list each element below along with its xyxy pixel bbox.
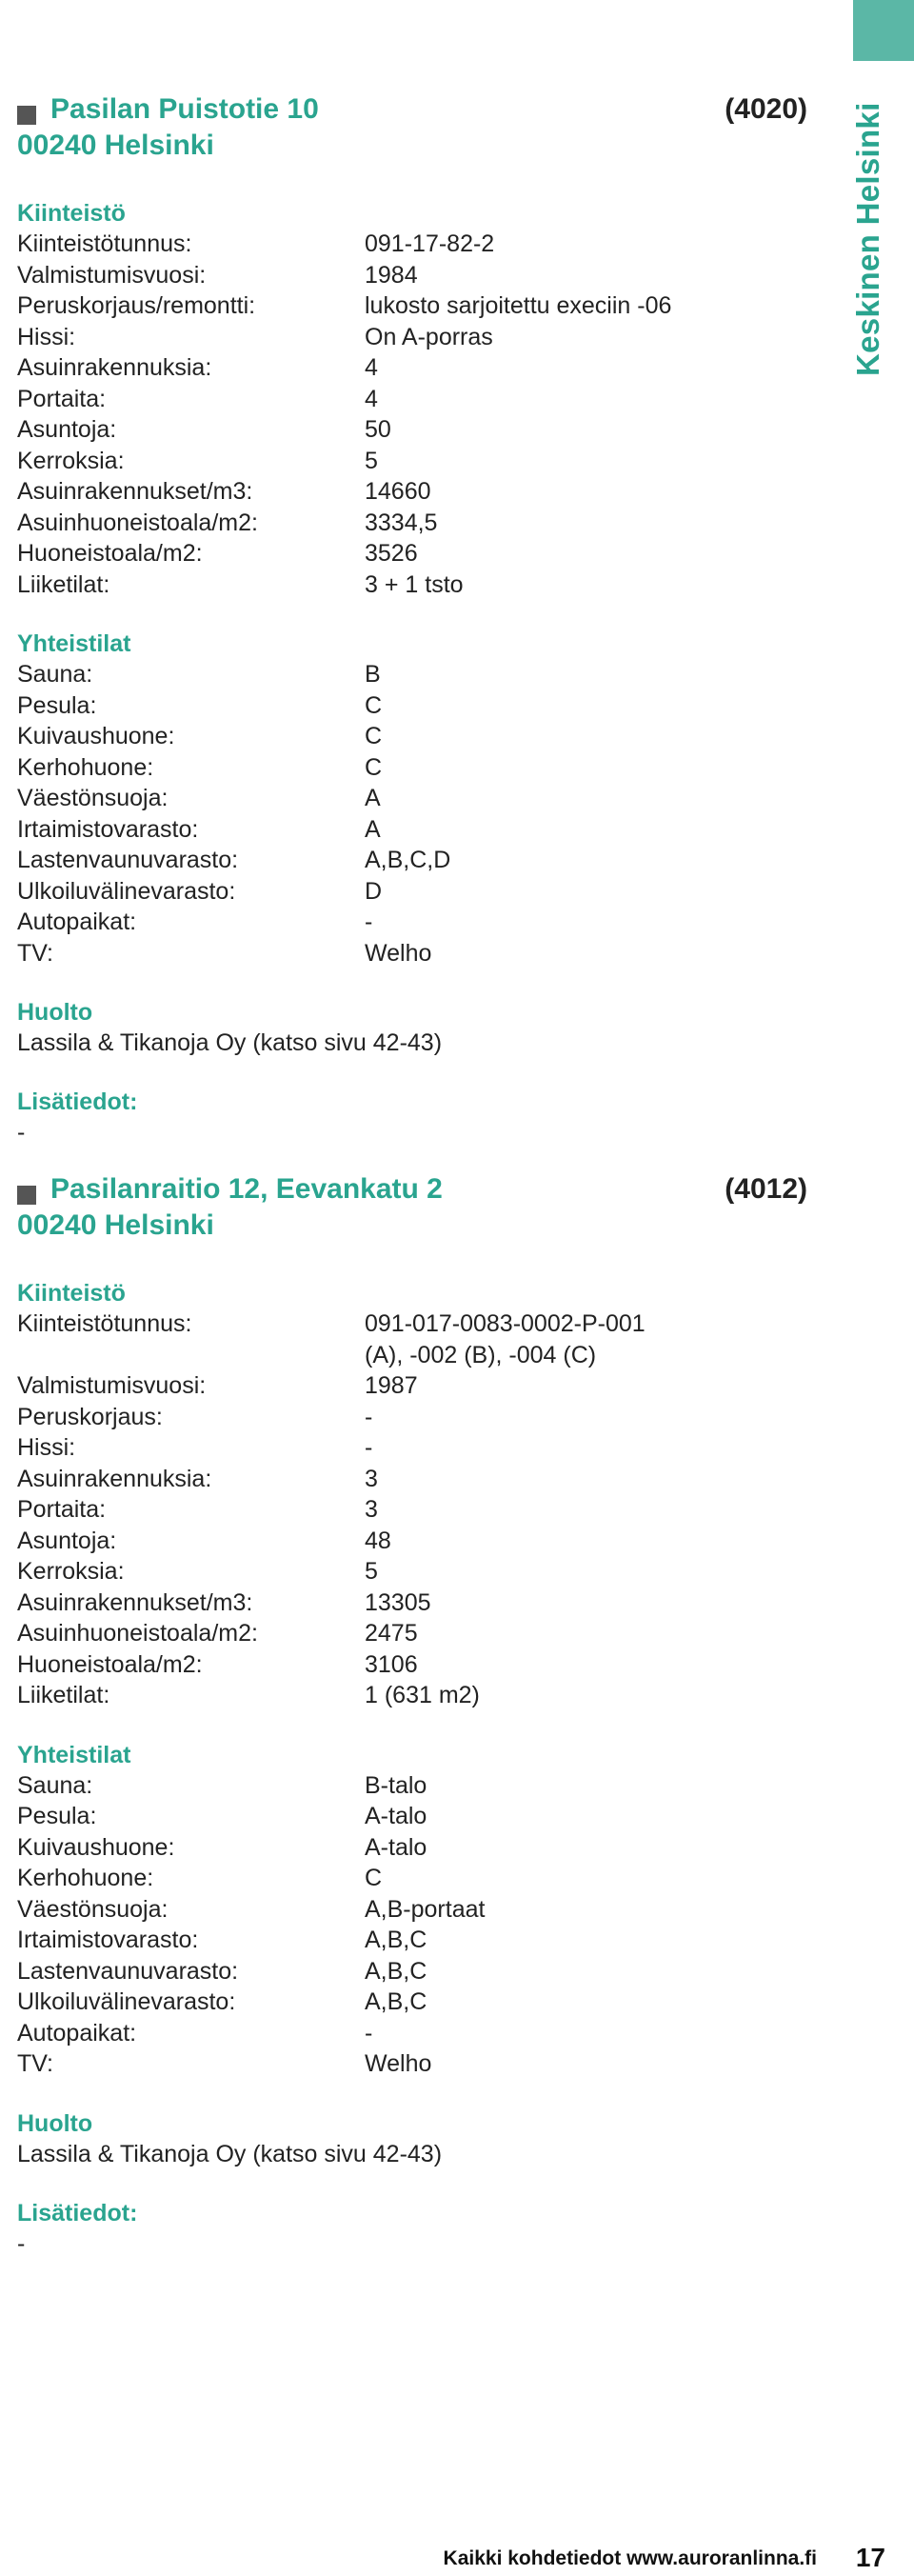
row-value: 091-017-0083-0002-P-001	[365, 1310, 646, 1337]
kiinteisto-row	[17, 569, 807, 601]
row-value: On A-porras	[365, 323, 493, 350]
row-label: Väestönsuoja:	[17, 1895, 169, 1923]
row-value: C	[365, 723, 383, 749]
kiinteisto-row	[17, 1680, 807, 1711]
yhteistilat-list	[17, 1770, 807, 2080]
kiinteisto-row	[17, 414, 807, 446]
row-label: Lastenvaunuvarasto:	[17, 1957, 239, 1985]
kiinteisto-row	[17, 1556, 807, 1588]
property-address: Pasilanraitio 12, Eevankatu 2	[50, 1173, 443, 1205]
row-label: Peruskorjaus/remontti:	[17, 292, 256, 319]
section-title-yhteistilat: Yhteistilat	[17, 1741, 131, 1768]
corner-tab	[853, 0, 914, 61]
row-label: Pesula:	[17, 691, 97, 719]
huolto-text: Lassila & Tikanoja Oy (katso sivu 42-43)	[17, 2140, 443, 2167]
row-label: Huoneistoala/m2:	[17, 1650, 203, 1678]
row-value: 3526	[365, 540, 418, 567]
row-value: B-talo	[365, 1771, 427, 1799]
row-label: Irtaimistovarasto:	[17, 1927, 199, 1953]
row-label: Väestönsuoja:	[17, 785, 169, 811]
square-bullet-icon	[17, 106, 36, 125]
row-value: C	[365, 753, 383, 781]
row-label: Peruskorjaus:	[17, 1403, 163, 1430]
row-value: 3334,5	[365, 509, 438, 536]
row-label: Valmistumisvuosi:	[17, 261, 207, 289]
row-label: Liiketilat:	[17, 570, 110, 598]
row-value: -	[365, 1434, 373, 1461]
row-value: 1987	[365, 1372, 418, 1399]
kiinteisto-row	[17, 229, 807, 260]
row-label: Sauna:	[17, 1771, 93, 1799]
yhteistilat-row	[17, 752, 807, 784]
row-value: D	[365, 877, 383, 905]
row-value: Welho	[365, 2050, 432, 2077]
row-label: Huoneistoala/m2:	[17, 540, 203, 567]
kiinteisto-row	[17, 538, 807, 569]
row-label: Portaita:	[17, 385, 107, 412]
kiinteisto-list	[17, 1308, 807, 1711]
row-label: Asuntoja:	[17, 416, 117, 443]
yhteistilat-row	[17, 1832, 807, 1864]
property-card	[17, 1173, 807, 2259]
row-label: Sauna:	[17, 661, 93, 688]
row-value: -	[365, 2019, 373, 2047]
property-code: (4020)	[725, 93, 807, 125]
kiinteisto-row	[17, 476, 807, 508]
property-card	[17, 93, 807, 1148]
row-label: Kuivaushuone:	[17, 723, 175, 749]
row-label: Asuinrakennuksia:	[17, 354, 212, 381]
yhteistilat-row	[17, 1987, 807, 2018]
row-value: 3106	[365, 1650, 418, 1678]
yhteistilat-row	[17, 845, 807, 876]
kiinteisto-row	[17, 1649, 807, 1681]
property-header	[17, 1173, 807, 1249]
yhteistilat-row	[17, 938, 807, 969]
row-value: C	[365, 1865, 383, 1891]
kiinteisto-row	[17, 508, 807, 539]
yhteistilat-row	[17, 783, 807, 814]
row-label: Asuinhuoneistoala/m2:	[17, 1620, 258, 1647]
side-title-text: Keskinen Helsinki	[850, 102, 885, 376]
row-value: -	[365, 1403, 373, 1430]
property-postal: 00240 Helsinki	[17, 130, 214, 161]
row-value: 48	[365, 1527, 391, 1554]
row-label: Valmistumisvuosi:	[17, 1372, 207, 1399]
row-value: A,B,C	[365, 1988, 427, 2015]
row-label: Asuinrakennuksia:	[17, 1465, 212, 1492]
kiinteisto-row	[17, 1618, 807, 1649]
yhteistilat-row	[17, 721, 807, 752]
row-value: 3 + 1 tsto	[365, 570, 464, 598]
yhteistilat-row	[17, 2048, 807, 2080]
section-title-kiinteisto: Kiinteistö	[17, 200, 126, 227]
row-label	[17, 1340, 365, 1371]
row-value: 5	[365, 447, 378, 474]
footer-text: Kaikki kohdetiedot www.auroranlinna.fi	[443, 2547, 817, 2569]
row-label: Kerhohuone:	[17, 753, 154, 781]
kiinteisto-row	[17, 1432, 807, 1464]
kiinteisto-row	[17, 1308, 807, 1340]
row-label: TV:	[17, 939, 53, 967]
row-value: A,B,C	[365, 1957, 427, 1985]
row-label: Asuntoja:	[17, 1527, 117, 1554]
row-label: Pesula:	[17, 1803, 97, 1829]
kiinteisto-list	[17, 229, 807, 600]
row-value: C	[365, 691, 383, 719]
property-postal: 00240 Helsinki	[17, 1209, 214, 1241]
square-bullet-icon	[17, 1186, 36, 1205]
kiinteisto-row	[17, 1370, 807, 1402]
yhteistilat-row	[17, 1801, 807, 1832]
kiinteisto-row	[17, 352, 807, 384]
row-label: Kuivaushuone:	[17, 1833, 175, 1861]
kiinteisto-row	[17, 322, 807, 353]
row-value: 2475	[365, 1620, 418, 1647]
yhteistilat-row	[17, 876, 807, 908]
row-value: 1 (631 m2)	[365, 1682, 480, 1708]
kiinteisto-row	[17, 290, 807, 322]
row-value: A	[365, 815, 381, 843]
row-label: Asuinhuoneistoala/m2:	[17, 509, 258, 536]
yhteistilat-row	[17, 2018, 807, 2049]
row-label: TV:	[17, 2050, 53, 2077]
row-value: A,B-portaat	[365, 1895, 486, 1923]
section-title-huolto: Huolto	[17, 999, 93, 1026]
row-value: 14660	[365, 478, 431, 505]
kiinteisto-row	[17, 1494, 807, 1526]
row-value: 13305	[365, 1588, 431, 1616]
kiinteisto-row	[17, 446, 807, 477]
yhteistilat-row	[17, 1770, 807, 1802]
yhteistilat-row	[17, 659, 807, 690]
row-label: Kerroksia:	[17, 1558, 125, 1585]
row-label: Hissi:	[17, 1434, 76, 1461]
row-label: Kerroksia:	[17, 447, 125, 474]
row-value: 1984	[365, 261, 418, 289]
row-label: Lastenvaunuvarasto:	[17, 847, 239, 873]
yhteistilat-row	[17, 1894, 807, 1926]
row-value: A-talo	[365, 1833, 427, 1861]
kiinteisto-row	[17, 1340, 807, 1371]
row-label: Kerhohuone:	[17, 1865, 154, 1891]
yhteistilat-list	[17, 659, 807, 968]
row-label: Ulkoiluvälinevarasto:	[17, 1988, 236, 2015]
row-value: (A), -002 (B), -004 (C)	[365, 1341, 597, 1368]
yhteistilat-row	[17, 1956, 807, 1987]
row-label: Kiinteistötunnus:	[17, 230, 192, 257]
kiinteisto-row	[17, 1402, 807, 1433]
section-title-lisatiedot: Lisätiedot:	[17, 1088, 138, 1115]
row-value: A,B,C	[365, 1927, 427, 1953]
section-title-kiinteisto: Kiinteistö	[17, 1280, 126, 1307]
yhteistilat-row	[17, 814, 807, 846]
row-label: Asuinrakennukset/m3:	[17, 478, 253, 505]
row-label: Autopaikat:	[17, 909, 137, 935]
row-value: 5	[365, 1558, 378, 1585]
row-label: Portaita:	[17, 1496, 107, 1523]
kiinteisto-row	[17, 1464, 807, 1495]
row-label: Irtaimistovarasto:	[17, 815, 199, 843]
row-value: A-talo	[365, 1803, 427, 1829]
row-value: 091-17-82-2	[365, 230, 495, 257]
yhteistilat-row	[17, 907, 807, 938]
row-label: Kiinteistötunnus:	[17, 1310, 192, 1337]
row-value: -	[365, 909, 373, 935]
property-header	[17, 93, 807, 170]
row-value: 3	[365, 1465, 378, 1492]
kiinteisto-row	[17, 384, 807, 415]
row-value: Welho	[365, 939, 432, 967]
page-number: 17	[855, 2543, 885, 2572]
yhteistilat-row	[17, 1925, 807, 1956]
row-value: A,B,C,D	[365, 847, 451, 873]
row-value: 3	[365, 1496, 378, 1523]
page-footer	[228, 2545, 885, 2573]
row-label: Autopaikat:	[17, 2019, 137, 2047]
huolto-text: Lassila & Tikanoja Oy (katso sivu 42-43)	[17, 1029, 443, 1056]
section-title-yhteistilat: Yhteistilat	[17, 630, 131, 657]
row-value: 50	[365, 416, 391, 443]
row-label: Hissi:	[17, 323, 76, 350]
row-value: 4	[365, 385, 378, 412]
section-title-huolto: Huolto	[17, 2109, 93, 2137]
row-label: Asuinrakennukset/m3:	[17, 1588, 253, 1616]
row-value: B	[365, 661, 381, 688]
yhteistilat-row	[17, 690, 807, 722]
yhteistilat-row	[17, 1863, 807, 1894]
row-label: Ulkoiluvälinevarasto:	[17, 877, 236, 905]
lisatiedot-text: -	[17, 2229, 26, 2257]
row-value: A	[365, 785, 381, 811]
row-value: 4	[365, 354, 378, 381]
property-address: Pasilan Puistotie 10	[50, 93, 319, 125]
kiinteisto-row	[17, 260, 807, 291]
kiinteisto-row	[17, 1526, 807, 1557]
property-code: (4012)	[725, 1173, 807, 1205]
section-title-lisatiedot: Lisätiedot:	[17, 2199, 138, 2227]
kiinteisto-row	[17, 1588, 807, 1619]
row-label: Liiketilat:	[17, 1682, 110, 1708]
lisatiedot-text: -	[17, 1119, 26, 1146]
row-value: lukosto sarjoitettu execiin -06	[365, 292, 672, 319]
